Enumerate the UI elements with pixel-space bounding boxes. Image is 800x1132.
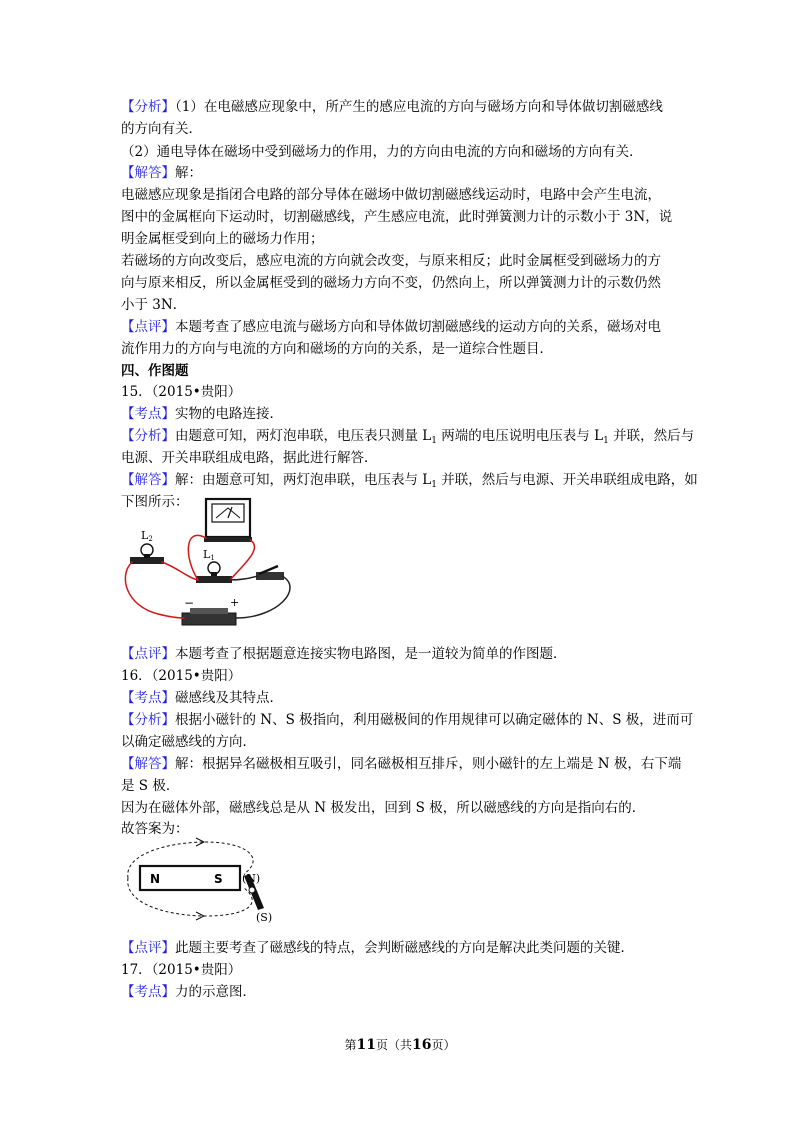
q14-answer-line-4: 若磁场的方向改变后，感应电流的方向就会改变，与原来相反；此时金属框受到磁场力的方	[121, 253, 661, 269]
q14-answer-line-6: 小于 3N．	[121, 297, 187, 313]
q17-number: 17．（2015•贵阳）	[121, 962, 242, 978]
battery-minus-label: −	[184, 596, 195, 610]
q14-answer-line-2: 图中的金属框向下运动时，切割磁感线，产生感应电流，此时弹簧测力计的示数小于 3N，说	[121, 209, 673, 225]
q15-number: 15．（2015•贵阳）	[121, 384, 242, 400]
magnet-s-label: S	[214, 872, 223, 886]
q17-topic: 【考点】力的示意图．	[121, 984, 256, 1000]
q15-comment: 【点评】本题考查了根据题意连接实物电路图，是一道较为简单的作图题．	[121, 646, 567, 662]
q16-answer-line-1: 【解答】解：根据异名磁极相互吸引，同名磁极相互排斥，则小磁针的左上端是 N 极，右下端	[121, 756, 682, 772]
needle-n-label: (N)	[242, 872, 261, 885]
q16-answer-line-2: 是 S 极．	[121, 778, 180, 794]
q14-analysis-line-3: （2）通电导体在磁场中受到磁场力的作用，力的方向由电流的方向和磁场的方向有关．	[121, 144, 643, 160]
battery-plus-label: +	[230, 596, 240, 609]
lamp-l1-label: L1	[203, 548, 215, 562]
q14-comment-line-2: 流作用力的方向与电流的方向和磁场的方向的关系，是一道综合性题目．	[121, 341, 553, 357]
q16-topic: 【考点】磁感线及其特点．	[121, 690, 283, 706]
topic-tag: 【考点】	[121, 984, 175, 1000]
q15-topic: 【考点】实物的电路连接．	[121, 406, 283, 422]
q16-analysis-line-1: 【分析】根据小磁针的 N、S 极指向，利用磁极间的作用规律可以确定磁体的 N、S 极，进而可	[121, 712, 694, 728]
q14-comment-line-1: 【点评】本题考查了感应电流与磁场方向和导体做切割磁感线的运动方向的关系，磁场对电	[121, 319, 661, 335]
comment-tag: 【点评】	[121, 646, 175, 662]
q16-comment: 【点评】此题主要考查了磁感线的特点，会判断磁感线的方向是解决此类问题的关键．	[121, 940, 634, 956]
analysis-tag: 【分析】	[121, 712, 175, 728]
q15-analysis-line-2: 电源、开关串联组成电路，据此进行解答．	[121, 450, 378, 466]
q15-answer-line-2: 下图所示：	[121, 494, 189, 510]
lamp-l2-icon	[130, 544, 164, 564]
topic-tag: 【考点】	[121, 406, 175, 422]
q16-analysis-line-2: 以确定磁感线的方向．	[121, 734, 256, 750]
q16-number: 16．（2015•贵阳）	[121, 668, 242, 684]
lamp-l2-label: L2	[141, 529, 153, 543]
q14-answer-heading: 【解答】解：	[121, 165, 202, 181]
magnet-n-label: N	[150, 872, 161, 886]
answer-tag: 【解答】	[121, 472, 175, 488]
q14-analysis-line-2: 的方向有关．	[121, 121, 202, 137]
q15-analysis-line-1: 【分析】由题意可知，两灯泡串联，电压表只测量 $L_1$ 两端的电压说明电压表与 $L_1$ 并联，然后与	[121, 428, 695, 446]
lamp-l1-icon	[196, 562, 232, 583]
section-title: 四、作图题	[121, 363, 189, 379]
answer-tag: 【解答】	[121, 756, 175, 772]
total-pages: 16	[412, 1037, 432, 1053]
battery-icon	[182, 608, 236, 625]
voltmeter-icon	[204, 499, 252, 542]
comment-tag: 【点评】	[121, 319, 175, 335]
needle-s-label: (S)	[256, 911, 273, 924]
analysis-tag: 【分析】	[121, 428, 175, 444]
answer-tag: 【解答】	[121, 165, 175, 181]
circuit-diagram	[118, 496, 300, 632]
q14-answer-line-5: 向与原来相反，所以金属框受到的磁场力方向不变，仍然向上，所以弹簧测力计的示数仍然	[121, 275, 661, 291]
page-footer: 第11页（共16页）	[344, 1037, 456, 1053]
current-page: 11	[356, 1037, 376, 1053]
magnetic-field-diagram	[118, 832, 293, 932]
q14-analysis-line-1: 【分析】（1）在电磁感应现象中，所产生的感应电流的方向与磁场方向和导体做切割磁感线	[121, 99, 663, 115]
switch-icon	[256, 566, 284, 580]
comment-tag: 【点评】	[121, 940, 175, 956]
q16-answer-line-4: 故答案为：	[121, 821, 189, 837]
q14-answer-line-3: 明金属框受到向上的磁场力作用；	[121, 231, 324, 247]
topic-tag: 【考点】	[121, 690, 175, 706]
q16-answer-line-3: 因为在磁体外部，磁感线总是从 N 极发出，回到 S 极，所以磁感线的方向是指向右的．	[121, 800, 646, 816]
analysis-tag: 【分析】	[121, 99, 175, 115]
q15-answer-line-1: 【解答】解：由题意可知，两灯泡串联，电压表与 $L_1$ 并联，然后与电源、开关串联组成电路，如	[121, 472, 698, 490]
q14-answer-line-1: 电磁感应现象是指闭合电路的部分导体在磁场中做切割磁感线运动时，电路中会产生电流，	[121, 187, 661, 203]
